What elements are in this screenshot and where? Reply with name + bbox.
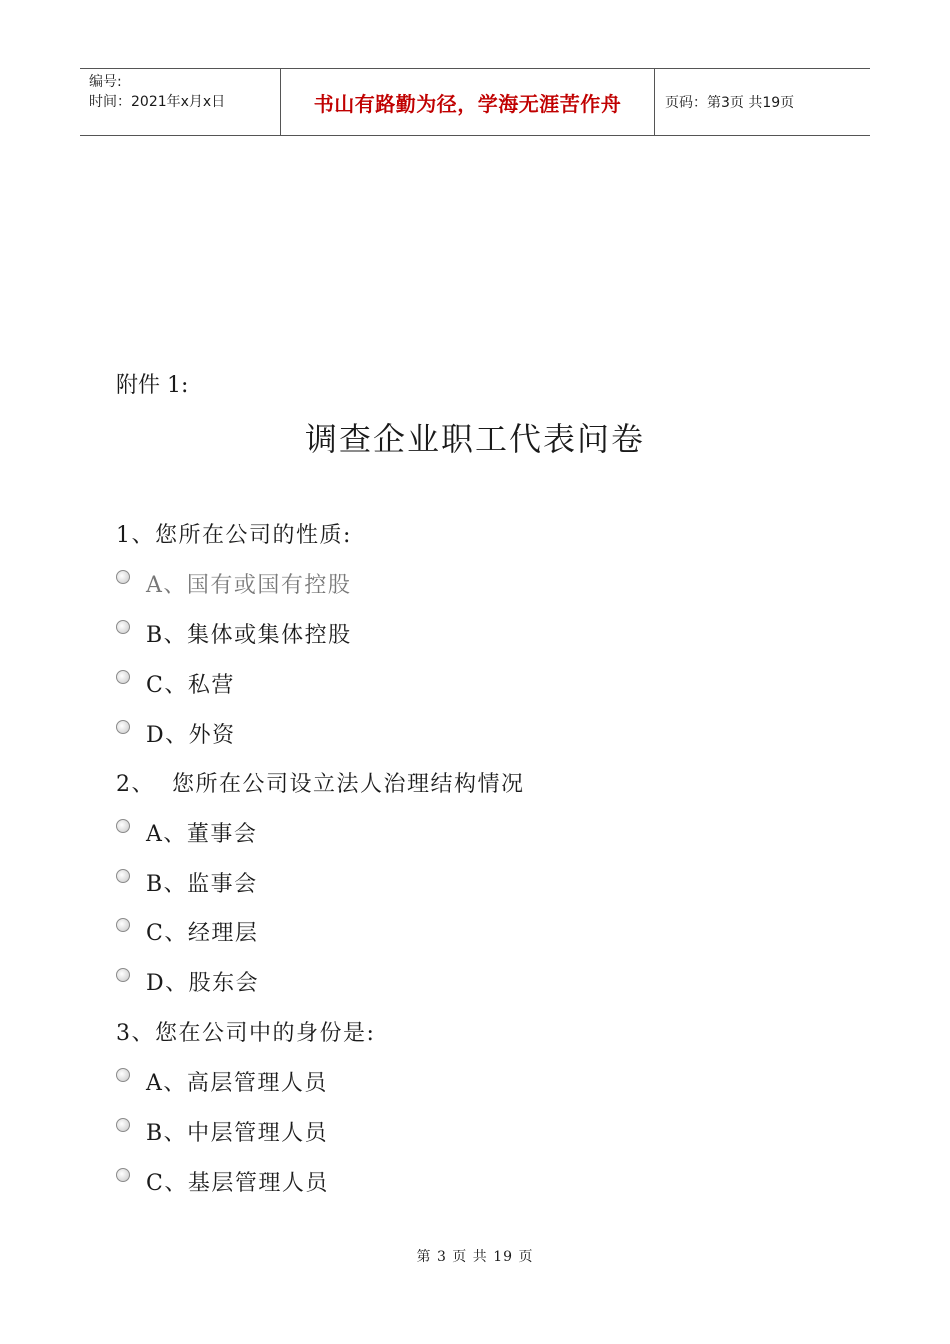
question-3-option-b[interactable] [116,1116,328,1147]
question-2-option-b[interactable] [116,867,258,898]
header-page-info: 页码：第3页 共19页 [665,95,795,111]
header-motto: 书山有路勤为径，学海无涯苦作舟 [281,69,655,135]
option-label: C、经理层 [146,921,259,946]
radio-button-icon[interactable] [116,918,130,932]
radio-button-icon[interactable] [116,1168,130,1182]
radio-button-icon[interactable] [116,968,130,982]
document-title: 调查企业职工代表问卷 [304,420,645,458]
question-2-option-c[interactable] [116,916,258,947]
question-1-option-c[interactable] [116,668,235,699]
question-2-option-d[interactable] [116,966,259,997]
radio-button-icon[interactable] [116,869,130,883]
question-3-option-a[interactable] [116,1066,328,1097]
radio-button-icon[interactable] [116,819,130,833]
option-label: A、董事会 [146,822,258,847]
question-1-option-d[interactable] [116,718,236,749]
attachment-label: 附件 1: [116,373,189,398]
number-label: 编号: [89,74,122,90]
option-label: D、外资 [146,723,236,748]
option-label: B、中层管理人员 [146,1121,329,1146]
header-meta [80,69,281,135]
option-label: D、股东会 [146,971,260,996]
radio-button-icon[interactable] [116,1118,130,1132]
option-label: C、基层管理人员 [146,1171,329,1196]
time-label: 时间：2021年x月x日 [89,94,226,110]
option-label: A、国有或国有控股 [146,573,352,598]
question-2-option-a[interactable] [116,817,257,848]
option-label: B、集体或集体控股 [146,623,352,648]
page-footer: 第 3 页 共 19 页 [416,1249,534,1265]
option-label: C、私营 [146,673,235,698]
radio-button-icon[interactable] [116,670,130,684]
radio-button-icon[interactable] [116,570,130,584]
radio-button-icon[interactable] [116,620,130,634]
page-header [80,68,870,136]
question-1: 1、您所在公司的性质: [116,523,352,548]
option-label: A、高层管理人员 [146,1071,328,1096]
question-3-option-c[interactable] [116,1166,329,1197]
question-3: 3、您在公司中的身份是: [116,1021,376,1046]
question-1-option-b[interactable] [116,618,352,649]
question-1-option-a[interactable] [116,568,351,599]
question-2: 2、 您所在公司设立法人治理结构情况 [116,772,525,797]
radio-button-icon[interactable] [116,720,130,734]
option-label: B、监事会 [146,872,258,897]
radio-button-icon[interactable] [116,1068,130,1082]
